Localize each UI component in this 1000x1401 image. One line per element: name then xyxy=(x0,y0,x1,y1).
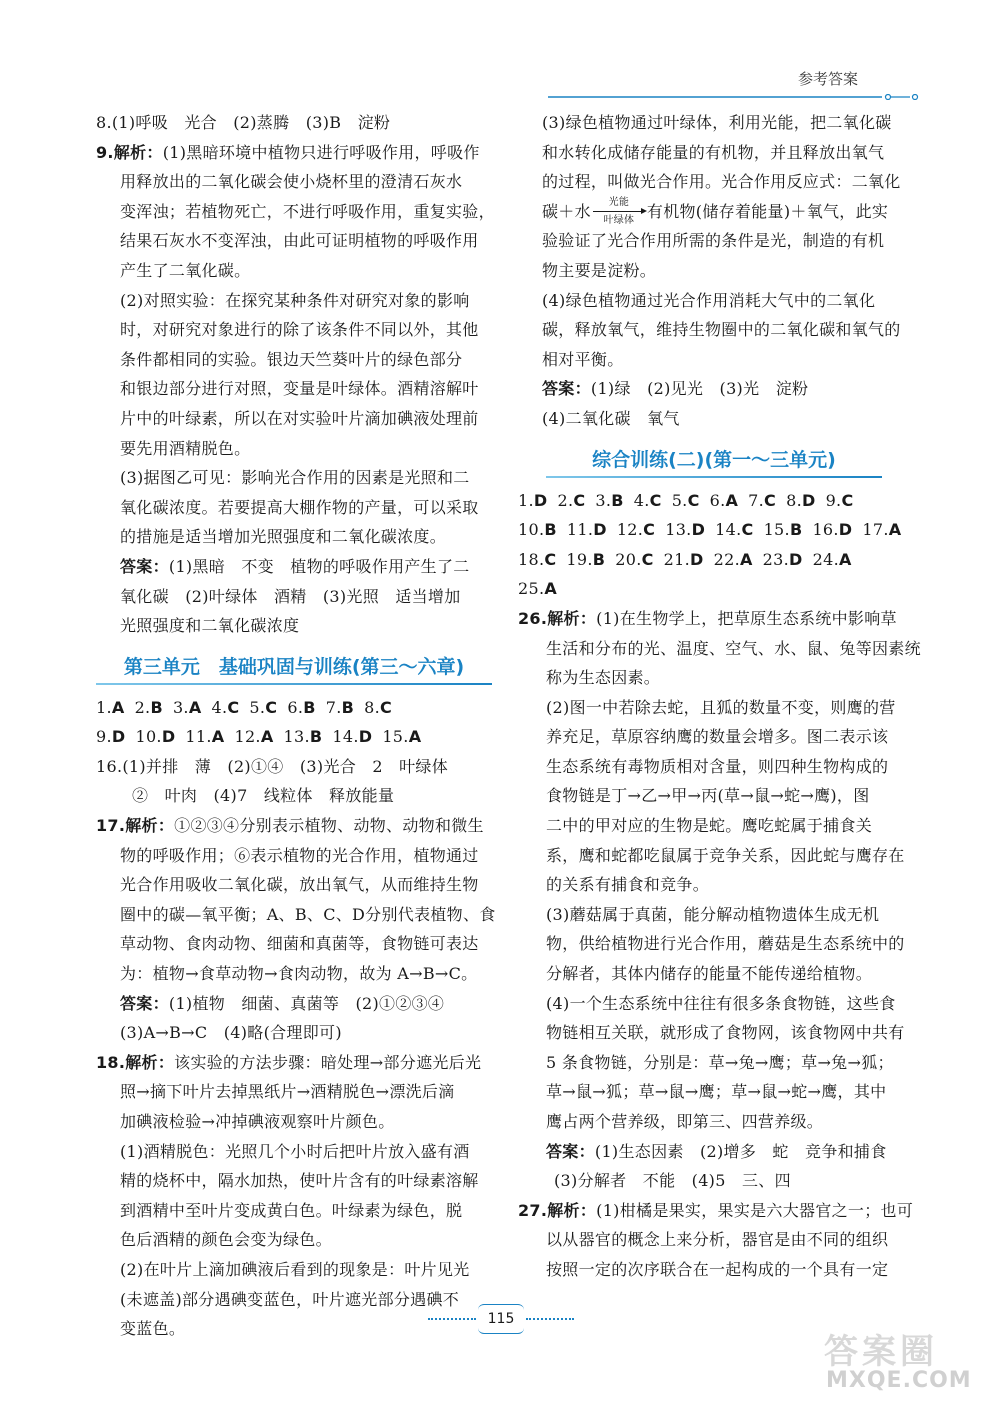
q9-line: (3)据图乙可见：影响光合作用的因素是光照和二 xyxy=(120,468,470,488)
question-number: 5. xyxy=(249,697,266,717)
q26-line: 系，鹰和蛇都吃鼠属于竞争关系，因此蛇与鹰存在 xyxy=(546,845,905,865)
answer-letter: D xyxy=(801,490,816,510)
q27-line: 27.解析：(1)柑橘是果实，果实是六大器官之一；也可 xyxy=(518,1200,914,1220)
q17-line: 17.解析：①②③④分别表示植物、动物、动物和微生 xyxy=(96,816,484,836)
answer-letter: D xyxy=(690,549,704,569)
choice-answer xyxy=(763,545,803,575)
answer-letter: A xyxy=(739,549,753,569)
question-number: 21. xyxy=(663,549,691,569)
choice-answer xyxy=(249,693,277,723)
q9-line: 片中的叶绿素，所以在对实验叶片滴加碘液处理前 xyxy=(120,408,479,428)
question-number: 1. xyxy=(518,490,534,510)
answer-q16-line: ② 叶肉 (4)7 线粒体 释放能量 xyxy=(132,786,395,806)
choice-answer xyxy=(634,486,662,516)
answer-letter: D xyxy=(593,520,607,540)
q18-line: (2)在叶片上滴加碘液后看到的现象是：叶片见光 xyxy=(120,1259,470,1279)
choice-answer xyxy=(326,693,354,723)
q17-answer-line: (3)A→B→C (4)略(合理即可) xyxy=(120,1023,342,1043)
q26-line: (2)图一中若除去蛇，且狐的数量不变，则鹰的营 xyxy=(546,697,896,717)
choice-answer xyxy=(862,515,901,545)
footer-dots-right xyxy=(526,1318,574,1320)
reaction-arrow xyxy=(591,197,647,227)
question-number: 5. xyxy=(671,490,688,510)
answer-letter: C xyxy=(379,697,393,717)
choice-answer xyxy=(518,515,557,545)
choice-answer xyxy=(664,545,704,575)
question-number: 6. xyxy=(287,697,304,717)
p3-line: 和水转化成储存能量的有机物，并且释放出氧气 xyxy=(542,142,885,162)
q26-line: 物链相互关联，就形成了食物网，该食物网中共有 xyxy=(546,1023,905,1043)
answer-letter: B xyxy=(341,697,355,717)
q26-line: 生态系统有毒物质相对含量，则四种生物构成的 xyxy=(546,756,889,776)
answer-letter: B xyxy=(592,549,606,569)
q17-label: 17.解析： xyxy=(96,816,175,836)
question-number: 9. xyxy=(825,490,842,510)
q27-label: 27.解析： xyxy=(518,1200,597,1220)
q9-line: 9.解析：(1)黑暗环境中植物只进行呼吸作用，呼吸作 xyxy=(96,142,480,162)
answer-letter: A xyxy=(211,727,225,747)
choice-answer xyxy=(135,693,163,723)
q26-line: (4)一个生态系统中往往有很多条食物链，这些食 xyxy=(546,993,896,1013)
q18-line: 加碘液检验→冲掉碘液观察叶片颜色。 xyxy=(120,1112,395,1131)
q9-answer-line: 答案：(1)黑暗 不变 植物的呼吸作用产生了二 xyxy=(120,556,470,576)
answer-letter: B xyxy=(150,697,163,717)
answer-letter: A xyxy=(888,520,902,540)
question-number: 13. xyxy=(283,727,310,747)
q26-line: 称为生态因素。 xyxy=(546,668,661,688)
q9-answer-line: 氧化碳 (2)叶绿体 酒精 (3)光照 适当增加 xyxy=(120,586,461,606)
choice-row xyxy=(518,515,910,545)
question-number: 11. xyxy=(566,520,594,540)
answer-letter: C xyxy=(649,490,662,510)
q18-line: (1)酒精脱色：光照几个小时后把叶片放入盛有酒 xyxy=(120,1141,470,1161)
question-number: 3. xyxy=(172,697,189,717)
answer-letter: A xyxy=(111,697,125,717)
q26-line: 鹰占两个营养级，即第三、四营养级。 xyxy=(546,1112,824,1131)
choice-answer xyxy=(672,486,700,516)
answer-line: (4)二氧化碳 氧气 xyxy=(542,408,680,428)
q9-line: 用释放出的二氧化碳会使小烧杯里的澄清石灰水 xyxy=(120,172,463,192)
watermark-text-bottom: MXQE.COM xyxy=(826,1368,972,1393)
answer-letter: D xyxy=(691,520,706,540)
answer-letter: C xyxy=(741,520,754,540)
choice-row xyxy=(518,545,910,575)
answer-q16-line: 16.(1)并排 薄 (2)①④ (3)光合 2 叶绿体 xyxy=(96,756,449,776)
q26-line: 草→鼠→狐；草→鼠→鹰；草→鼠→蛇→鹰，其中 xyxy=(546,1082,887,1102)
question-number: 15. xyxy=(382,727,409,747)
q26-line: 分解者，其体内储存的能量不能传递给植物。 xyxy=(546,964,873,984)
answer-letter: A xyxy=(838,549,852,569)
watermark-logo xyxy=(824,1324,996,1396)
q9-line: 条件都相同的实验。银边天竺葵叶片的绿色部分 xyxy=(120,349,463,369)
question-number: 2. xyxy=(557,490,574,510)
q18-label: 18.解析： xyxy=(96,1052,175,1072)
answer-label: 答案： xyxy=(542,379,591,399)
question-number: 16. xyxy=(812,520,839,540)
q17-answer-label: 答案： xyxy=(120,993,169,1013)
question-number: 7. xyxy=(748,490,765,510)
answer-letter: C xyxy=(573,490,586,510)
q9-line: 氧化碳浓度。若要提高大棚作物的产量，可以采取 xyxy=(120,497,479,517)
choice-answer xyxy=(364,693,392,723)
answer-letter: C xyxy=(687,490,700,510)
formula-line xyxy=(518,197,910,227)
q18-line: 到酒精中至叶片变成黄白色。叶绿素为绿色，脱 xyxy=(120,1200,463,1220)
q9-line: 产生了二氧化碳。 xyxy=(120,260,251,280)
p3-line: 验验证了光合作用所需的条件是光，制造的有机 xyxy=(542,231,885,251)
answer-letter: A xyxy=(188,697,202,717)
answer-letter: D xyxy=(161,727,176,747)
q18-line: 色后酒精的颜色会变为绿色。 xyxy=(120,1230,332,1250)
arrow-icon xyxy=(593,211,643,212)
q17-line: 圈中的碳—氧平衡；A、B、C、D分别代表植物、食 xyxy=(120,904,496,924)
q18-line: 照→摘下叶片去掉黑纸片→酒精脱色→漂洗后滴 xyxy=(120,1082,455,1102)
answer-q8: 8.(1)呼吸 光合 (2)蒸腾 (3)B 淀粉 xyxy=(96,113,391,132)
question-number: 17. xyxy=(862,520,889,540)
question-number: 13. xyxy=(665,520,692,540)
choice-row xyxy=(96,722,492,752)
choice-answer xyxy=(715,515,753,545)
p4-line: 碳，释放氧气，维持生物圈中的二氧化碳和氧气的 xyxy=(542,320,901,340)
question-number: 10. xyxy=(518,520,545,540)
question-number: 20. xyxy=(615,549,642,569)
q18-line: 变蓝色。 xyxy=(120,1319,186,1339)
choice-answer xyxy=(96,693,125,723)
choice-answer xyxy=(714,545,753,575)
choice-answer xyxy=(518,545,556,575)
q27-line: 以从器官的概念上来分析，器官是由不同的组织 xyxy=(546,1230,889,1250)
p3-line: 物主要是淀粉。 xyxy=(542,260,657,280)
answer-letter: B xyxy=(309,727,323,747)
answer-letter: B xyxy=(789,520,803,540)
question-number: 4. xyxy=(633,490,650,510)
choice-answer xyxy=(615,545,653,575)
answer-letter: A xyxy=(544,579,558,599)
question-number: 19. xyxy=(566,549,593,569)
answer-letter: C xyxy=(764,490,777,510)
q17-line: 草动物、食肉动物、细菌和真菌等，食物链可表达 xyxy=(120,934,479,954)
answer-letter: D xyxy=(789,549,803,569)
question-number: 3. xyxy=(595,490,612,510)
answer-letter: C xyxy=(227,697,240,717)
q26-line: 食物链是丁→乙→甲→丙(草→鼠→蛇→鹰)，图 xyxy=(546,786,870,806)
q26-line: 26.解析：(1)在生物学上，把草原生态系统中影响草 xyxy=(518,608,897,628)
q9-answer-label: 答案： xyxy=(120,556,169,576)
q17-line: 为：植物→食草动物→食肉动物，故为 A→B→C。 xyxy=(120,964,478,984)
question-number: 24. xyxy=(812,549,839,569)
choice-row xyxy=(518,574,910,604)
answer-letter: C xyxy=(544,549,557,569)
watermark-text-top: 答案圈 xyxy=(824,1332,938,1372)
q26-line: (3)蘑菇属于真菌，能分解动植物遗体生成无机 xyxy=(546,904,880,924)
q26-answer-line: 答案：(1)生态因素 (2)增多 蛇 竞争和捕食 xyxy=(546,1141,887,1161)
answer-letter: A xyxy=(725,490,739,510)
q18-line: 18.解析：该实验的方法步骤：暗处理→部分遮光后光 xyxy=(96,1052,482,1072)
question-number: 9. xyxy=(96,727,112,747)
formula-reactants: 碳＋水 xyxy=(542,201,591,221)
q26-line: 的关系有捕食和竞争。 xyxy=(546,875,710,895)
choice-answer xyxy=(665,515,705,545)
q26-line: 物，供给植物进行光合作用，蘑菇是生态系统中的 xyxy=(546,934,905,954)
choice-answer xyxy=(234,722,273,752)
answer-line: 答案：(1)绿 (2)见光 (3)光 淀粉 xyxy=(542,379,809,399)
question-number: 1. xyxy=(96,697,112,717)
choice-row xyxy=(518,486,910,516)
question-number: 4. xyxy=(211,697,228,717)
choice-answer xyxy=(212,693,240,723)
section-title-review2: 综合训练(二)(第一～三单元) xyxy=(518,438,910,482)
question-number: 12. xyxy=(234,727,261,747)
choice-answer xyxy=(813,545,852,575)
q9-label: 9.解析： xyxy=(96,142,163,162)
q27-line: 按照一定的次序联合在一起构成的一个具有一定 xyxy=(546,1259,889,1279)
question-number: 8. xyxy=(364,697,380,717)
q9-line: 要先用酒精脱色。 xyxy=(120,438,251,458)
answer-letter: C xyxy=(265,697,278,717)
question-number: 14. xyxy=(715,520,742,540)
formula-products: 有机物(储存着能量)＋氧气，此实 xyxy=(646,201,889,221)
q26-label: 26.解析： xyxy=(518,608,597,628)
q9-line: 时，对研究对象进行的除了该条件不同以外，其他 xyxy=(120,320,479,340)
q17-line: 光合作用吸收二氧化碳，放出氧气，从而维持生物 xyxy=(120,875,479,895)
answer-letter: B xyxy=(611,490,624,510)
answer-letter: B xyxy=(303,697,316,717)
question-number: 6. xyxy=(709,490,726,510)
choice-answer xyxy=(173,693,202,723)
q26-answer-line: (3)分解者 不能 (4)5 三、四 xyxy=(554,1171,791,1191)
choice-answer xyxy=(748,486,776,516)
question-number: 22. xyxy=(713,549,740,569)
q9-line: 结果石灰水不变浑浊，由此可证明植物的呼吸作用 xyxy=(120,231,479,251)
q26-line: 养充足，草原容纳鹰的数量会增多。图二表示该 xyxy=(546,727,889,747)
q9-answer-line: 光照强度和二氧化碳浓度 xyxy=(120,616,300,636)
choice-answer xyxy=(382,722,421,752)
choice-answer xyxy=(284,722,323,752)
choice-answer xyxy=(826,486,854,516)
choice-answer xyxy=(518,486,547,516)
q18-line: 精的烧杯中，隔水加热，使叶片含有的叶绿素溶解 xyxy=(120,1171,479,1191)
answer-letter: B xyxy=(544,520,557,540)
question-number: 14. xyxy=(332,727,359,747)
p4-line: (4)绿色植物通过光合作用消耗大气中的二氧化 xyxy=(542,290,876,310)
q26-line: 5 条食物链，分别是：草→兔→鹰；草→兔→狐； xyxy=(546,1052,894,1072)
q26-line: 二中的甲对应的生物是蛇。鹰吃蛇属于捕食关 xyxy=(546,816,873,836)
choice-answer xyxy=(185,722,224,752)
question-number: 18. xyxy=(518,549,545,569)
header-title: 参考答案 xyxy=(797,70,858,88)
p4-line: 相对平衡。 xyxy=(542,349,624,369)
choice-answer xyxy=(786,486,815,516)
answer-letter: C xyxy=(643,520,656,540)
choice-answer xyxy=(557,486,585,516)
formula-condition-bottom: 叶绿体 xyxy=(603,215,635,227)
answer-letter: A xyxy=(408,727,422,747)
answer-letter: D xyxy=(533,490,548,510)
q9-line: 变浑浊；若植物死亡，不进行呼吸作用，重复实验， xyxy=(120,201,495,221)
choice-answer xyxy=(332,722,372,752)
choice-answer xyxy=(567,515,607,545)
question-number: 11. xyxy=(185,727,212,747)
question-number: 25. xyxy=(518,579,545,599)
question-number: 2. xyxy=(134,697,151,717)
question-number: 7. xyxy=(325,697,342,717)
q17-line: 物的呼吸作用；⑥表示植物的光合作用，植物通过 xyxy=(120,845,479,865)
answer-letter: C xyxy=(841,490,854,510)
choice-answer xyxy=(617,515,655,545)
q9-line: 和银边部分进行对照，变量是叶绿体。酒精溶解叶 xyxy=(120,379,479,399)
q9-line: (2)对照实验：在探究某种条件对研究对象的影响 xyxy=(120,290,470,310)
choice-answer xyxy=(566,545,605,575)
page-number: 115 xyxy=(478,1304,524,1334)
question-number: 15. xyxy=(763,520,790,540)
choice-answer xyxy=(96,722,125,752)
footer-dots-left xyxy=(428,1318,476,1320)
left-column xyxy=(96,108,496,1344)
right-column xyxy=(518,108,921,1285)
answer-letter: C xyxy=(641,549,654,569)
question-number: 10. xyxy=(135,727,162,747)
choice-answer xyxy=(135,722,175,752)
choice-answer xyxy=(287,693,315,723)
q18-line: (未遮盖)部分遇碘变蓝色，叶片遮光部分遇碘不 xyxy=(120,1289,460,1309)
q26-line: 生活和分布的光、温度、空气、水、鼠、兔等因素统 xyxy=(546,638,921,658)
choice-answer xyxy=(710,486,739,516)
question-number: 12. xyxy=(616,520,644,540)
answer-letter: A xyxy=(260,727,274,747)
section-title-unit3: 第三单元 基础巩固与训练(第三～六章) xyxy=(96,645,492,689)
p3-line: 的过程，叫做光合作用。光合作用反应式：二氧化 xyxy=(542,172,901,192)
question-number: 23. xyxy=(762,549,790,569)
choice-answer xyxy=(764,515,803,545)
header-decoration xyxy=(548,94,920,100)
choice-answer xyxy=(595,486,623,516)
choice-answer xyxy=(518,574,557,604)
answer-letter: D xyxy=(838,520,853,540)
q9-line: 的措施是适当增加光照强度和二氧化碳浓度。 xyxy=(120,527,447,547)
choice-answer xyxy=(812,515,852,545)
question-number: 8. xyxy=(786,490,802,510)
choice-row xyxy=(96,693,492,723)
q17-answer-line: 答案：(1)植物 细菌、真菌等 (2)①②③④ xyxy=(120,993,445,1013)
formula-condition-top: 光能 xyxy=(608,197,630,209)
answer-letter: D xyxy=(111,727,126,747)
answer-letter: D xyxy=(358,727,373,747)
p3-line: (3)绿色植物通过叶绿体，利用光能，把二氧化碳 xyxy=(542,113,892,132)
q26-answer-label: 答案： xyxy=(546,1141,595,1161)
